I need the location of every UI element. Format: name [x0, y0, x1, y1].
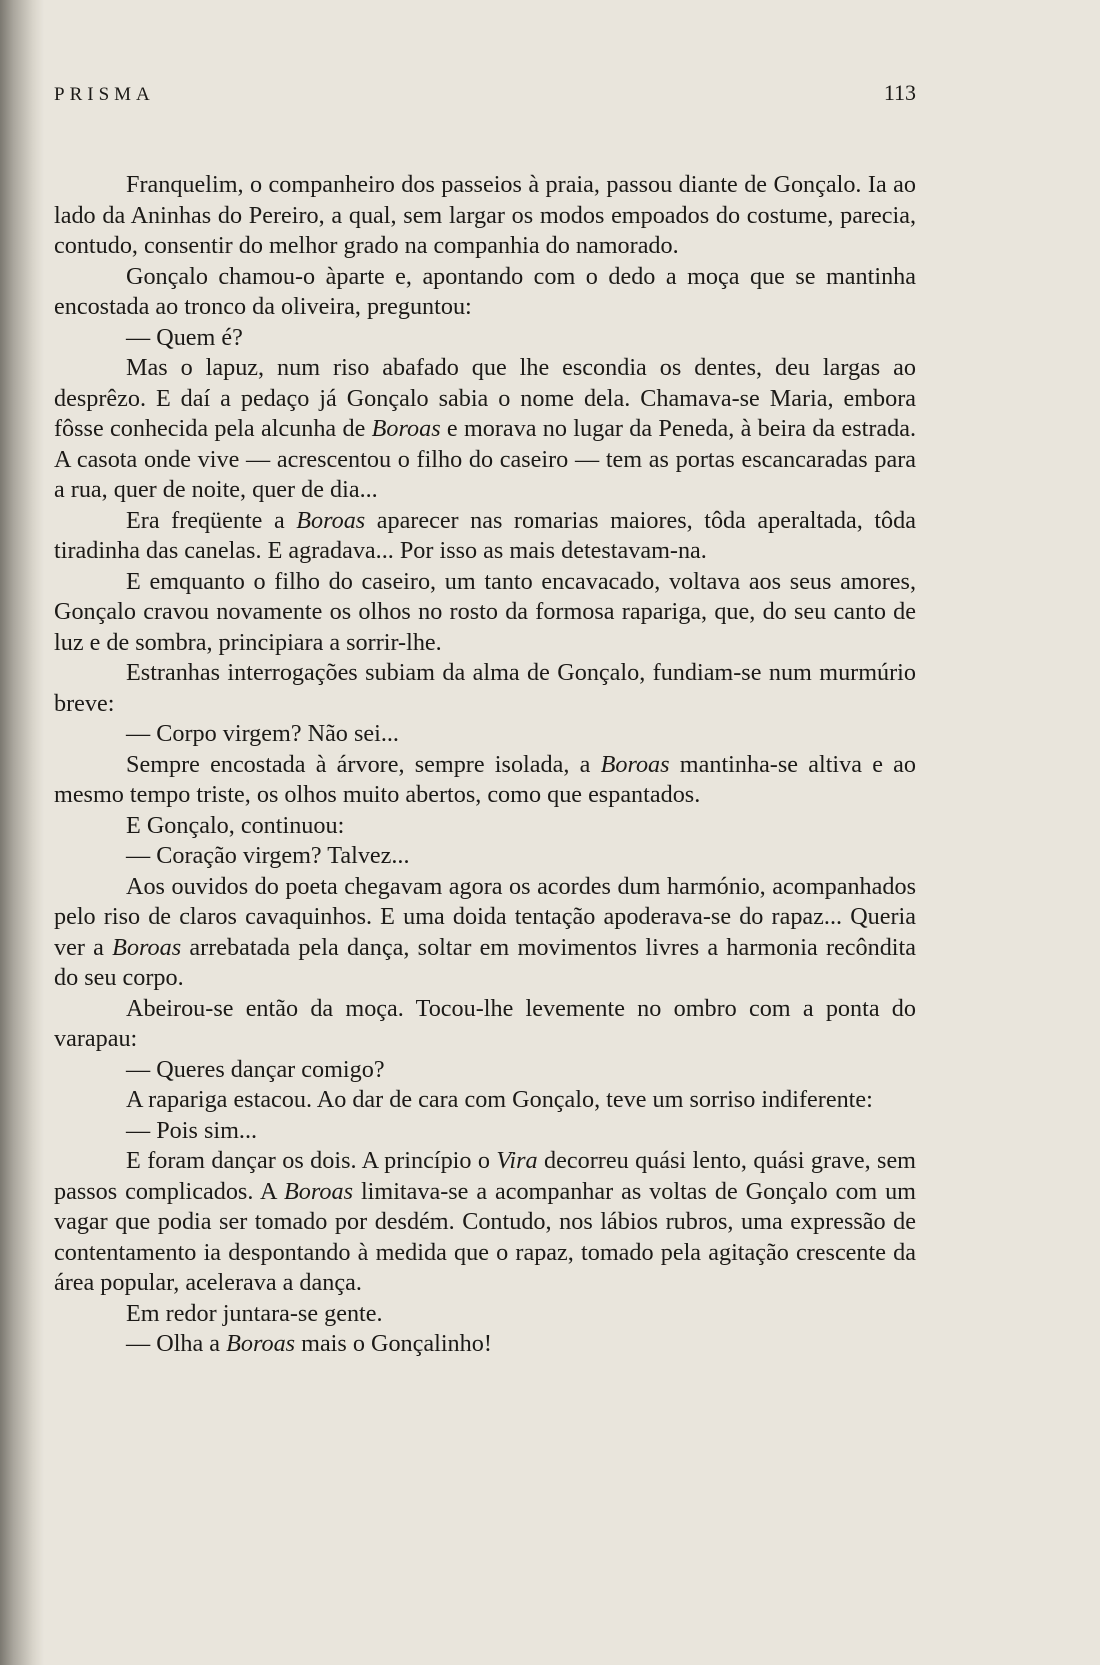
- running-title: PRISMA: [54, 84, 155, 105]
- paragraph: Sempre encostada à árvore, sempre isolada, a Boroas mantinha-se altiva e ao mesmo tempo triste, os olhos muito abertos, como que espantados.: [54, 750, 916, 808]
- paragraph: Era freqüente a Boroas aparecer nas romarias maiores, tôda aperaltada, tôda tiradinha das canelas. E agradava... Por isso as mais detestavam-na.: [54, 506, 916, 564]
- paragraph: Franquelim, o companheiro dos passeios à praia, passou diante de Gonçalo. Ia ao lado da Aninhas do Pereiro, a qual, sem largar os modos empoados do costume, parecia, contudo, consentir do melhor grado na companhia do namorado.: [54, 171, 916, 259]
- paragraph: — Quem é?: [126, 323, 243, 351]
- book-spine-shadow: [0, 0, 44, 1665]
- paragraph: Em redor juntara-se gente.: [126, 1299, 383, 1327]
- page-number: 113: [883, 80, 916, 105]
- paragraph: E emquanto o filho do caseiro, um tanto encavacado, voltava aos seus amores, Gonçalo cravou novamente os olhos no rosto da formosa rapariga, que, do seu canto de luz e de sombra, principiara a sorrir-lhe.: [54, 567, 916, 656]
- body-text: [54, 170, 916, 1360]
- paragraph: — Coração virgem? Talvez...: [126, 842, 410, 869]
- paragraph: Estranhas interrogações subiam da alma de Gonçalo, fundiam-se num murmúrio breve:: [54, 659, 916, 717]
- paragraph: — Olha a Boroas mais o Gonçalinho!: [126, 1330, 492, 1357]
- paragraph: — Pois sim...: [126, 1116, 258, 1144]
- page-header: [54, 80, 916, 106]
- paragraph: Aos ouvidos do poeta chegavam agora os acordes dum harmónio, acompanhados pelo riso de claros cavaquinhos. E uma doida tentação apoderava-se do rapaz... Queria ver a Boroas arrebatada pela dança, soltar em movimentos livres a harmonia recôndita do seu corpo.: [54, 872, 916, 991]
- paragraph: Gonçalo chamou-o àparte e, apontando com o dedo a moça que se mantinha encostada ao tronco da oliveira, preguntou:: [54, 262, 916, 320]
- paragraph: E foram dançar os dois. A princípio o Vira decorreu quási lento, quási grave, sem passos complicados. A Boroas limitava-se a acompanhar as voltas de Gonçalo com um vagar que podia ser tomado por desdém. Contudo, nos lábios rubros, uma expressão de contentamento ia despontando à medida que o rapaz, tomado pela agitação crescente da área popular, acelerava a dança.: [54, 1147, 916, 1296]
- paragraph: Abeirou-se então da moça. Tocou-lhe levemente no ombro com a ponta do varapau:: [54, 994, 916, 1052]
- paragraph: — Queres dançar comigo?: [126, 1055, 385, 1083]
- paragraph: — Corpo virgem? Não sei...: [126, 720, 399, 747]
- paragraph: Mas o lapuz, num riso abafado que lhe escondia os dentes, deu largas ao desprêzo. E daí a pedaço já Gonçalo sabia o nome dela. Chamava-se Maria, embora fôsse conhecida pela alcunha de Boroas e morava no lugar da Peneda, à beira da estrada. A casota onde vive — acrescentou o filho do caseiro — tem as portas escancaradas para a rua, quer de noite, quer de dia...: [54, 354, 917, 503]
- paragraph: E Gonçalo, continuou:: [126, 811, 345, 839]
- paragraph: A rapariga estacou. Ao dar de cara com Gonçalo, teve um sorriso indiferente:: [126, 1086, 873, 1113]
